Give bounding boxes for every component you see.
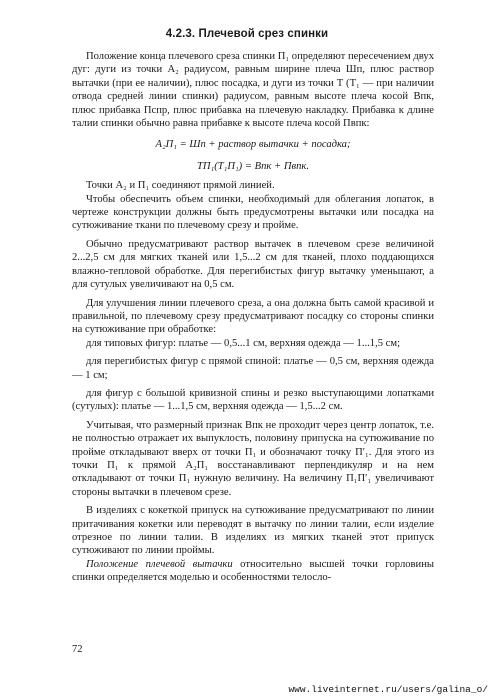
section-title: 4.2.3. Плечевой срез спинки xyxy=(165,28,329,40)
list-item-typical: для типовых фигур: платье — 0,5...1 см, верхняя одежда — 1...1,5 см; xyxy=(86,337,401,349)
paragraph-6: Учитывая, что размерный признак Bпк не проходит через центр лопаток, т.е. не полностью отражает их выпуклость, половину припуска на сутюживание по пройме откладывают вверх от точки П₁ и обозначают точку П′₁. Для этого из точки П₁ к прямой A₂П₁ восстанавливают перпендикуляр и на нем откладывают от точки П₁ нужную величину. На величину П₁П′₁ увеличивают стороны вытачки в плечевом срезе. xyxy=(72,419,434,498)
paragraph-7: В изделиях с кокеткой припуск на сутюживание предусматривают по линии притачивания кокетки или переводят в вытачку по линии талии, если изделие отрезное по линии талии. В изделиях из мягких тканей этот припуск сутюживают по линии проймы. xyxy=(72,505,434,557)
list-item-straight-back: для перегибистых фигур с прямой спиной: платье — 0,5 см, верхняя одежда — 1 см; xyxy=(72,356,434,381)
footer-url: www.liveinternet.ru/users/galina_o/ xyxy=(288,684,488,695)
formula-1: A₂П₁ = Шп + раствор вытачки + посадка; xyxy=(155,139,351,151)
paragraph-8-rest: относительно высшей точки горловины спинки определяется моделью и особенностями телосло- xyxy=(72,558,434,584)
body-text xyxy=(72,50,434,585)
paragraph-5: Для улучшения линии плечевого среза, а она должна быть самой красивой и правильной, по плечевому срезу предусматривают посадку со стороны спинки на сутюживание при обработке: xyxy=(72,297,434,336)
page-number: 72 xyxy=(72,644,83,655)
paragraph-4: Обычно предусматривают раствор вытачек в плечевом срезе величиной 2...2,5 см для мягких тканей или 1,5...2 см для тканей, плохо поддающихся влажно-тепловой обработке. Для перегибистых фигур вытачку уменьшают, а для сутулых увеличивают на 0,5 см. xyxy=(72,238,434,291)
list-item-stooped: для фигур с большой кривизной спины и резко выступающими лопатками (сутулых): платье — 1...1,5 см, верхняя одежда — 1,5...2 см. xyxy=(72,387,434,413)
formula-2: TП₁(T₁П₁) = Bпк + Пвпк. xyxy=(197,160,309,172)
paragraph-1: Положение конца плечевого среза спинки П₁ определяют пересечением двух дуг: дуги из точки A₂ радиусом, равным ширине плеча Шп, плюс раствор вытачки (при ее наличии), плюс посадка, и дуги из точки T (T₁ — при наличии отвода средней линии спинки) радиусом, равным высоте плеча косой Bпк, плюс прибавка Пспр, плюс прибавка на плечевую накладку. Прибавка к длине талии спинки обычно равна прибавке к высоте плеча косой Пвпк: xyxy=(72,51,434,130)
italic-lead: Положение плечевой вытачки xyxy=(86,558,233,570)
paragraph-2: Точки A₂ и П₁ соединяют прямой линией. xyxy=(86,180,275,192)
paragraph-3: Чтобы обеспечить объем спинки, необходимый для облегания лопаток, в чертеже конструкции должны быть предусмотрены вытачки или посадка на сутюживание ткани по плечевому срезу и пройме. xyxy=(72,193,434,232)
paragraph-8 xyxy=(72,558,434,585)
